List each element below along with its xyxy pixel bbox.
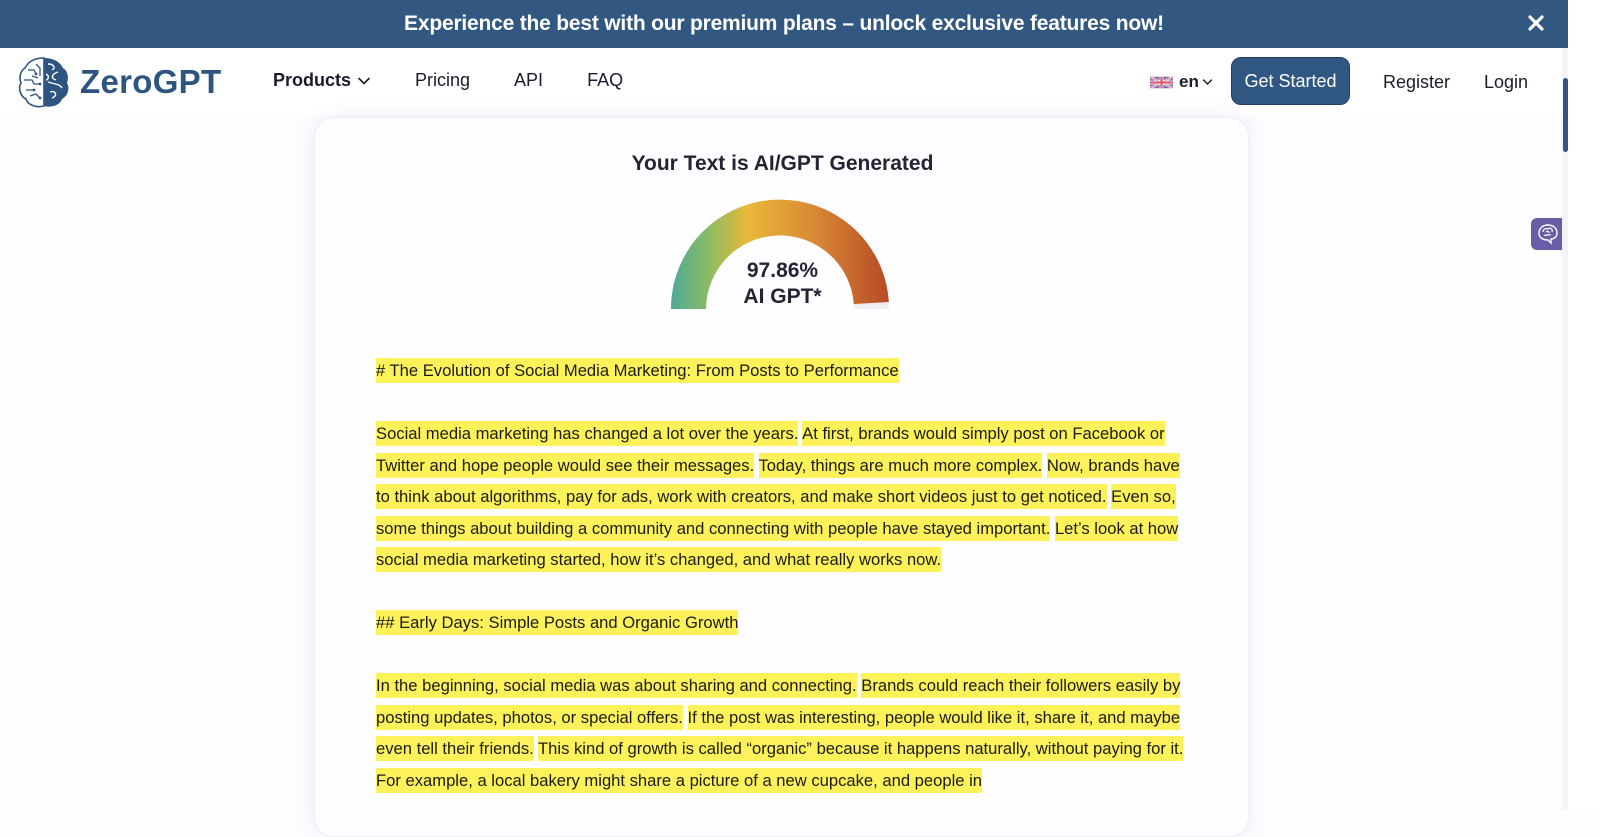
nav-links [273,70,667,91]
highlighted-sentence: Now, brands have to think about algorithms, pay for ads, work with creators, and make short videos just to get noticed. [376,453,1180,510]
ai-score [315,258,1250,310]
chevron-down-icon [357,76,371,86]
highlighted-sentence: Social media marketing has changed a lot over the years. [376,421,798,446]
highlighted-sentence: For example, a local bakery might share a picture of a new cupcake, and people in [376,768,982,793]
highlighted-sentence: Even so, some things about building a community and connecting with people have stayed important. [376,484,1176,541]
close-icon[interactable] [1526,13,1546,33]
ai-score-percentage: 97.86% [746,259,819,282]
nav-products-label: Products [273,70,352,90]
floating-assistant-button[interactable] [1531,218,1564,250]
nav-api[interactable]: API [514,70,544,90]
highlighted-sentence: Let’s look at how social media marketing started, how it’s changed, and what really works now. [376,516,1178,573]
window-edge [1568,0,1600,810]
logo-text: ZeroGPT [80,63,222,100]
login-link[interactable]: Login [1484,72,1529,92]
ai-score-label: AI GPT* [743,285,822,308]
navbar [0,48,1568,115]
paragraph [376,355,1196,387]
language-selector[interactable] [1150,72,1213,92]
result-title: Your Text is AI/GPT Generated [631,152,934,175]
uk-flag-icon [1150,75,1173,90]
paragraph [376,670,1196,796]
highlighted-sentence: At first, brands would simply post on Facebook or Twitter and hope people would see their messages. [376,421,1165,478]
analyzed-text [376,355,1196,828]
brain-icon [1536,223,1560,245]
language-code: en [1179,72,1199,91]
highlighted-sentence: This kind of growth is called “organic” because it happens naturally, without paying for it. [538,736,1183,761]
result-card [314,117,1249,837]
promo-text: Experience the best with our premium plans – unlock exclusive features now! [404,12,1164,35]
paragraph [376,418,1196,576]
highlighted-sentence: Brands could reach their followers easily by posting updates, photos, or special offers. [376,673,1180,730]
brain-icon [16,54,72,110]
nav-faq[interactable]: FAQ [587,70,624,90]
promo-banner [0,0,1568,48]
paragraph [376,607,1196,639]
get-started-button[interactable]: Get Started [1231,57,1350,105]
highlighted-sentence: Today, things are much more complex. [759,453,1043,478]
logo[interactable] [16,54,221,110]
nav-products[interactable] [273,70,371,91]
highlighted-sentence: In the beginning, social media was about sharing and connecting. [376,673,857,698]
highlighted-sentence: # The Evolution of Social Media Marketing: From Posts to Performance [376,358,899,383]
register-link[interactable]: Register [1383,72,1451,92]
nav-pricing[interactable]: Pricing [415,70,471,90]
highlighted-sentence: ## Early Days: Simple Posts and Organic Growth [376,610,738,635]
chevron-down-icon [1202,78,1213,86]
highlighted-sentence: If the post was interesting, people would like it, share it, and maybe even tell their friends. [376,705,1180,762]
